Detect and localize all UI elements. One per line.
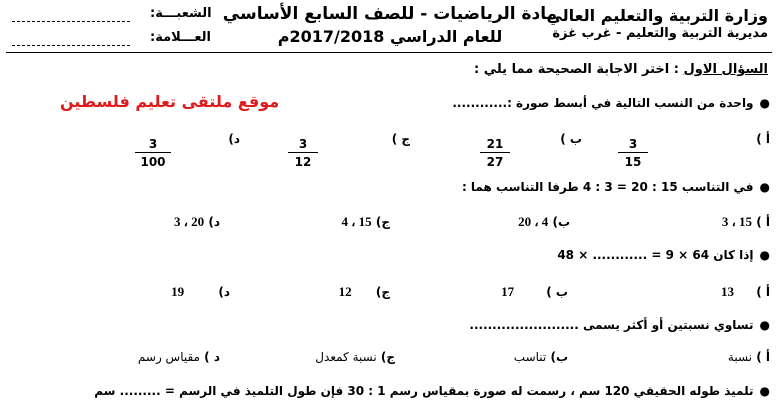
- q1-option-b-denominator: 27: [486, 155, 504, 169]
- q2-option-a-label: أ ): [756, 215, 770, 229]
- q3-option-c-label: ج): [375, 285, 390, 299]
- q1-option-d-fraction: [135, 137, 171, 169]
- ministry-name: وزارة التربية والتعليم العالي: [546, 6, 768, 25]
- q3-option-a: [721, 284, 770, 300]
- q2-option-d-label: د): [208, 215, 220, 229]
- q4-option-c-label: ج): [380, 350, 395, 364]
- bullet-icon: ●: [759, 180, 770, 194]
- q4-option-a-value: نسبة: [727, 350, 753, 364]
- section-blank-line: [12, 20, 130, 22]
- bullet-icon: ●: [759, 318, 770, 332]
- q3-option-b-label: ب ): [546, 285, 568, 299]
- question-2: [462, 180, 770, 194]
- q4-option-d-label: د ): [204, 350, 220, 364]
- q1-option-d-label: د): [228, 132, 240, 146]
- q2-option-b: [518, 214, 570, 230]
- section-title-prefix: السؤال الاول: [683, 62, 768, 77]
- q2-option-a-value: 15 ، 3: [721, 214, 753, 229]
- q2-option-d-value: 20 ، 3: [173, 214, 205, 229]
- q1-option-c-denominator: 12: [294, 155, 312, 169]
- q3-option-d-value: 19: [171, 284, 185, 299]
- q1-option-a-denominator: 15: [624, 155, 642, 169]
- question-2-text: في التناسب 15 : 20 = 3 : 4 طرفا التناسب هما :: [461, 180, 754, 194]
- q1-option-c-numerator: 3: [288, 137, 318, 153]
- q4-option-c-value: نسبة كمعدل: [315, 350, 377, 364]
- q4-option-b: [514, 350, 568, 364]
- q3-option-a-label: أ ): [756, 285, 770, 299]
- q1-option-c-fraction: [288, 137, 318, 169]
- q1-option-d-numerator: 3: [135, 137, 171, 153]
- section-title-rest: : اختر الاجابة الصحيحة مما يلي :: [474, 62, 684, 77]
- q1-option-c-label: ج ): [391, 132, 410, 146]
- q1-option-a-label: أ ): [756, 132, 770, 146]
- section-label: الشعبـــة:: [150, 6, 212, 21]
- q1-option-a-fraction: [618, 137, 648, 169]
- q1-option-d-denominator: 100: [140, 155, 166, 169]
- q3-option-d: [171, 284, 230, 300]
- section-title: [474, 62, 768, 77]
- grade-blank-line: [12, 44, 130, 46]
- question-5: [94, 384, 770, 398]
- q2-option-d: [174, 214, 220, 230]
- q3-option-d-label: د): [218, 285, 230, 299]
- question-5-text: تلميذ طوله الحقيقي 120 سم ، رسمت له صورة بمقياس رسم 1 : 30 فإن طول التلميذ في الرسم = ......... سم: [94, 384, 754, 398]
- q1-option-b-fraction: [480, 137, 510, 169]
- q3-option-b-value: 17: [501, 284, 515, 299]
- question-1: [452, 96, 770, 110]
- q1-option-b-numerator: 21: [480, 137, 510, 153]
- q2-option-b-value: 4 ، 20: [518, 214, 549, 229]
- bullet-icon: ●: [759, 248, 770, 262]
- q1-option-b-label: ب ): [560, 132, 582, 146]
- q4-option-a: [728, 350, 770, 364]
- school-year: للعام الدراسي 2017/2018م: [277, 27, 503, 46]
- subject-title: مادة الرياضيات - للصف السابع الأساسي: [222, 4, 558, 24]
- q4-option-d-value: مقياس رسم: [137, 350, 200, 364]
- q4-option-b-value: تناسب: [513, 350, 547, 364]
- directorate-name: مديرية التربية والتعليم - غرب غزة: [552, 26, 768, 41]
- q4-option-c: [315, 350, 395, 364]
- q2-option-c-value: 15 ، 4: [341, 214, 372, 229]
- grade-label: العـــلامة:: [150, 30, 212, 45]
- q4-option-b-label: ب): [550, 350, 568, 364]
- q4-option-d: [138, 350, 220, 364]
- q2-option-c-label: ج): [375, 215, 390, 229]
- q4-option-a-label: أ ): [756, 350, 770, 364]
- q2-option-a: [722, 214, 770, 230]
- question-4: [469, 318, 770, 332]
- q3-option-b: [501, 284, 568, 300]
- q3-option-c: [339, 284, 390, 300]
- q3-option-c-value: 12: [338, 284, 352, 299]
- q2-option-b-label: ب): [552, 215, 570, 229]
- bullet-icon: ●: [759, 384, 770, 398]
- q3-option-a-value: 13: [721, 284, 735, 299]
- q2-option-c: [341, 214, 390, 230]
- question-4-text: تساوي نسبتين أو أكثر يسمى ........................: [469, 318, 754, 332]
- q1-option-a-numerator: 3: [618, 137, 648, 153]
- question-3-text: إذا كان 64 × 9 = ............ × 48: [557, 248, 754, 262]
- site-watermark-text: موقع ملتقى تعليم فلسطين: [60, 92, 280, 111]
- bullet-icon: ●: [759, 96, 770, 110]
- header-divider: [6, 52, 772, 53]
- question-1-text: واحدة من النسب التالية في أبسط صورة :............: [452, 96, 754, 110]
- question-3: [557, 248, 770, 262]
